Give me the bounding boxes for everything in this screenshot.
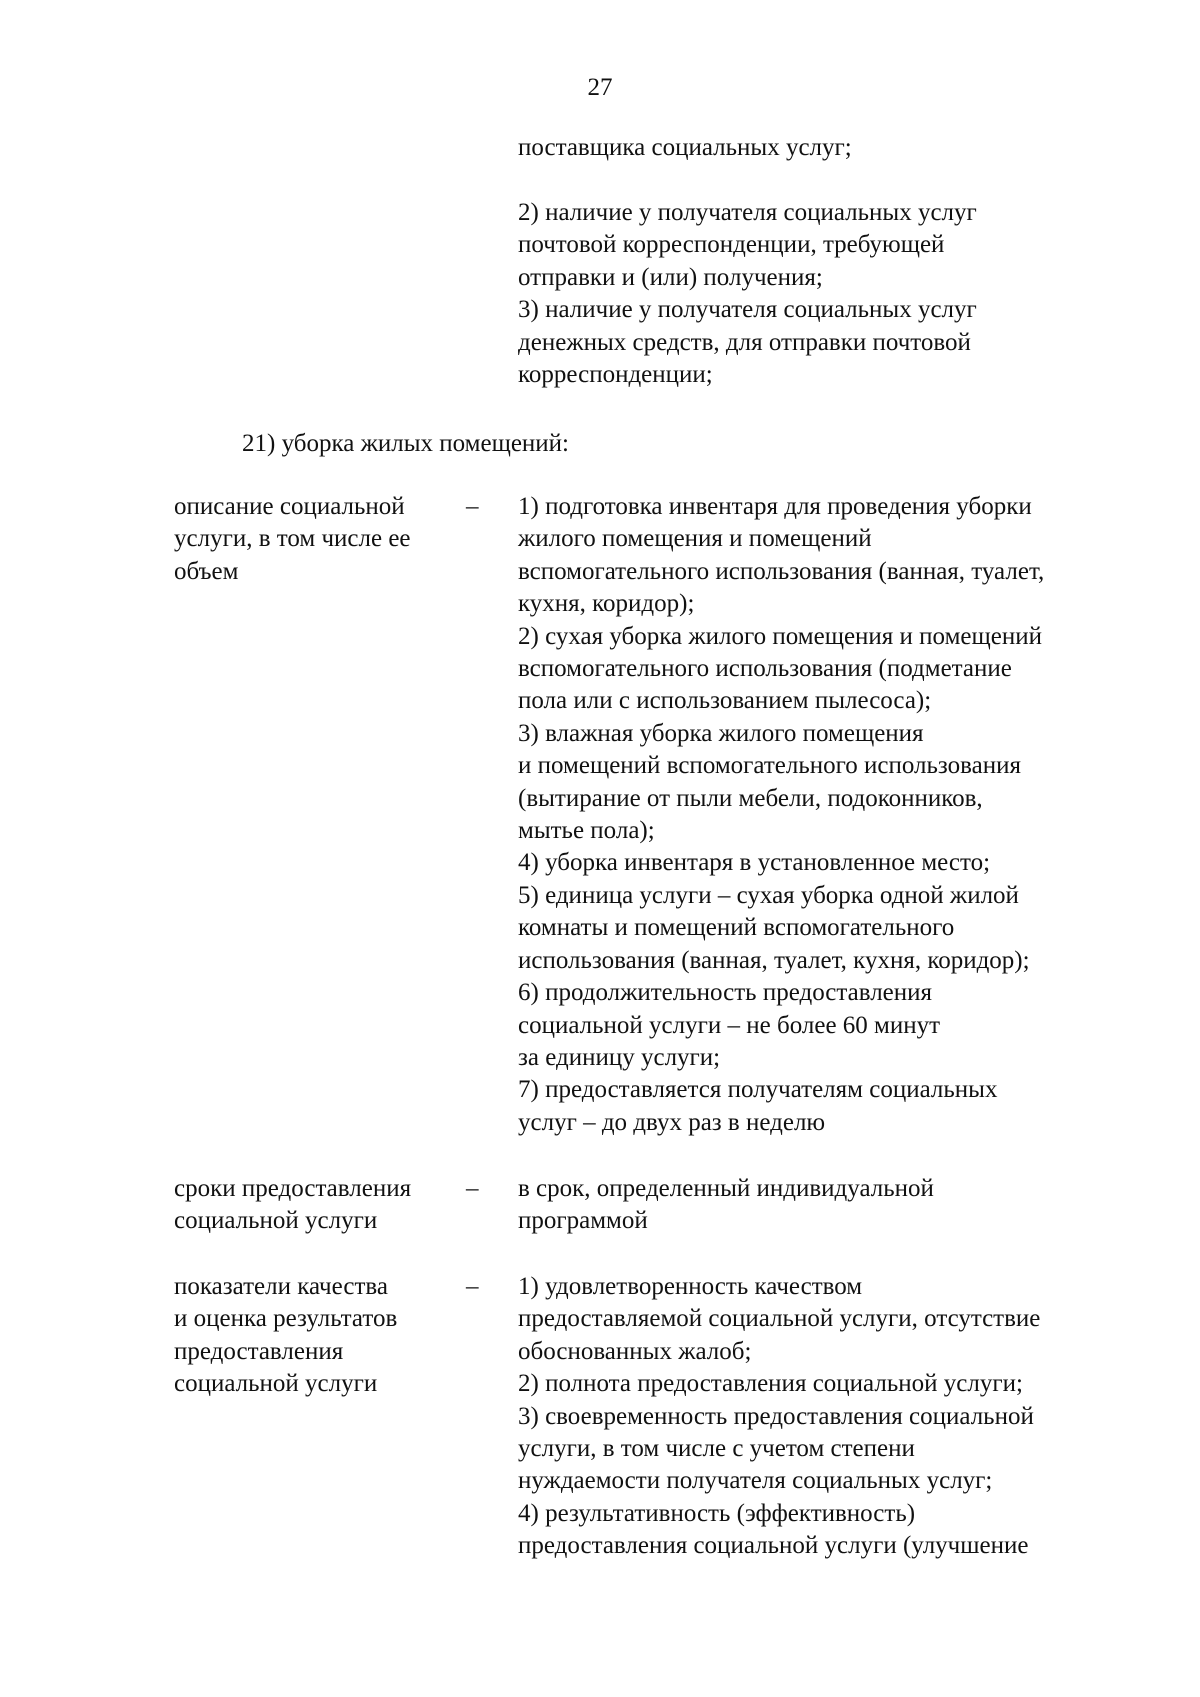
def-line: и помещений вспомогательного использования	[518, 752, 1021, 780]
def-line: обоснованных жалоб;	[518, 1337, 752, 1365]
def-line: 3) влажная уборка жилого помещения	[518, 719, 924, 747]
def-line: использования (ванная, туалет, кухня, коридор);	[518, 946, 1030, 974]
row-definition	[518, 491, 1044, 1139]
def-line: вспомогательного использования (ванная, туалет,	[518, 557, 1045, 585]
row-term	[174, 1271, 397, 1401]
intro-line: 2) наличие у получателя социальных услуг	[518, 199, 977, 226]
def-line: социальной услуги – не более 60 минут	[518, 1011, 941, 1039]
page-number: 27	[587, 74, 613, 101]
def-line: 1) подготовка инвентаря для проведения уборки	[518, 493, 1032, 520]
term-line: показатели качества	[174, 1273, 388, 1300]
intro-line: почтовой корреспонденции, требующей	[518, 231, 945, 259]
def-line: услуги, в том числе с учетом степени	[518, 1435, 915, 1463]
row-dash: –	[466, 493, 479, 520]
def-line: 2) сухая уборка жилого помещения и помещений	[518, 622, 1042, 650]
def-line: 7) предоставляется получателям социальных	[518, 1076, 998, 1104]
intro-line: отправки и (или) получения;	[518, 263, 823, 291]
row-definition	[518, 1271, 1040, 1563]
term-line: услуги, в том числе ее	[174, 525, 411, 553]
def-line: 6) продолжительность предоставления	[518, 979, 933, 1007]
intro-line: денежных средств, для отправки почтовой	[518, 328, 971, 356]
term-line: предоставления	[174, 1337, 344, 1365]
def-line: мытье пола);	[518, 817, 655, 845]
def-line: кухня, коридор);	[518, 590, 695, 618]
intro-list	[518, 197, 977, 391]
term-line: социальной услуги	[174, 1207, 378, 1235]
def-line: (вытирание от пыли мебели, подоконников,	[518, 784, 983, 812]
def-line: 3) своевременность предоставления социальной	[518, 1402, 1034, 1430]
def-line: предоставляемой социальной услуги, отсутствие	[518, 1305, 1041, 1333]
row-dash: –	[466, 1175, 479, 1202]
def-line: пола или с использованием пылесоса);	[518, 687, 932, 715]
def-line: 5) единица услуги – сухая уборка одной жилой	[518, 881, 1019, 909]
intro-line: корреспонденции;	[518, 361, 713, 389]
def-line: услуг – до двух раз в неделю	[518, 1108, 826, 1136]
term-line: и оценка результатов	[174, 1305, 398, 1333]
term-line: социальной услуги	[174, 1370, 378, 1398]
def-line: комнаты и помещений вспомогательного	[518, 914, 955, 942]
term-line: объем	[174, 557, 239, 585]
term-line: описание социальной	[174, 493, 405, 520]
def-line: жилого помещения и помещений	[518, 525, 872, 553]
def-line: вспомогательного использования (подметание	[518, 655, 1012, 683]
intro-line: 3) наличие у получателя социальных услуг	[518, 296, 977, 324]
def-line: предоставления социальной услуги (улучшение	[518, 1532, 1029, 1560]
def-line: в срок, определенный индивидуальной	[518, 1175, 934, 1202]
intro-continuation: поставщика социальных услуг;	[518, 134, 852, 161]
section-heading: 21) уборка жилых помещений:	[242, 430, 570, 457]
row-definition	[518, 1173, 934, 1238]
row-term	[174, 491, 411, 588]
def-line: 1) удовлетворенность качеством	[518, 1273, 863, 1300]
def-line: 4) уборка инвентаря в установленное место;	[518, 849, 991, 877]
def-line: программой	[518, 1207, 648, 1235]
def-line: 4) результативность (эффективность)	[518, 1499, 916, 1527]
term-line: сроки предоставления	[174, 1175, 412, 1202]
row-term	[174, 1173, 411, 1238]
def-line: 2) полнота предоставления социальной услуги;	[518, 1370, 1023, 1398]
row-dash: –	[466, 1273, 479, 1300]
def-line: нуждаемости получателя социальных услуг;	[518, 1467, 993, 1495]
def-line: за единицу услуги;	[518, 1043, 721, 1071]
